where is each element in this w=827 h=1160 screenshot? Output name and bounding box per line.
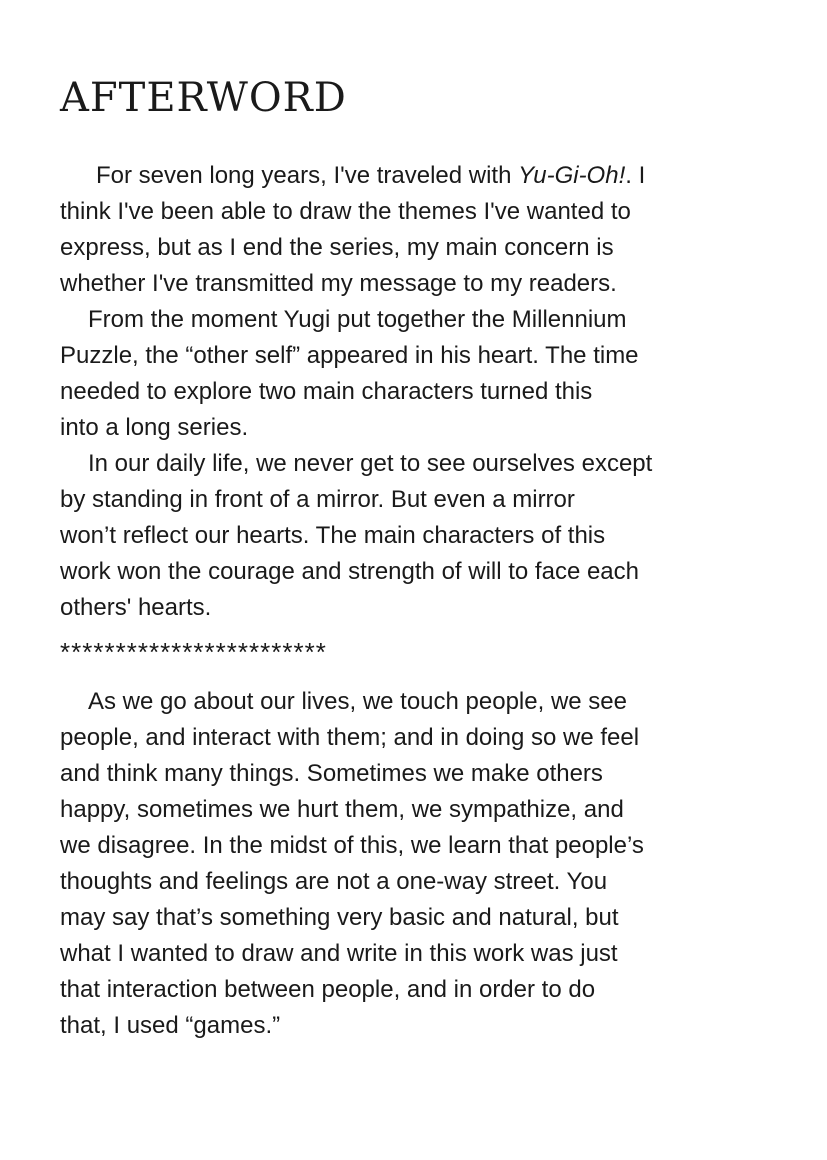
text-line: In our daily life, we never get to see ourselves except	[88, 450, 653, 477]
section-separator: ************************	[60, 637, 327, 667]
page-title: AFTERWORD	[60, 75, 347, 121]
paragraph-1-line-1: For seven long years, I've traveled with Yu-Gi-Oh!. I	[96, 162, 646, 189]
text-line: into a long series.	[60, 414, 249, 441]
text-line: As we go about our lives, we touch people, we see	[88, 688, 627, 715]
text-line: others' hearts.	[60, 594, 212, 621]
text-line: thoughts and feelings are not a one-way street. You	[60, 868, 608, 895]
series-title: Yu-Gi-Oh!	[518, 162, 626, 189]
text-line: happy, sometimes we hurt them, we sympathize, and	[60, 796, 624, 823]
text-line: may say that’s something very basic and natural, but	[60, 904, 619, 931]
text-line: From the moment Yugi put together the Millennium	[88, 306, 627, 333]
text-line: think I've been able to draw the themes I've wanted to	[60, 198, 631, 225]
text-line: whether I've transmitted my message to my readers.	[60, 270, 617, 297]
text-line: won’t reflect our hearts. The main characters of this	[60, 522, 606, 549]
text-line: we disagree. In the midst of this, we learn that people’s	[60, 832, 644, 859]
afterword-body	[60, 158, 770, 1044]
text-line: and think many things. Sometimes we make others	[60, 760, 603, 787]
text-line: needed to explore two main characters turned this	[60, 378, 593, 405]
text-line: that, I used “games.”	[60, 1012, 281, 1039]
text-line: that interaction between people, and in order to do	[60, 976, 596, 1003]
text-line: what I wanted to draw and write in this work was just	[60, 940, 618, 967]
text-line: by standing in front of a mirror. But even a mirror	[60, 486, 575, 513]
text-line: people, and interact with them; and in doing so we feel	[60, 724, 640, 751]
text-line: Puzzle, the “other self” appeared in his heart. The time	[60, 342, 639, 369]
text-line: work won the courage and strength of will to face each	[60, 558, 639, 585]
text-line: express, but as I end the series, my main concern is	[60, 234, 614, 261]
